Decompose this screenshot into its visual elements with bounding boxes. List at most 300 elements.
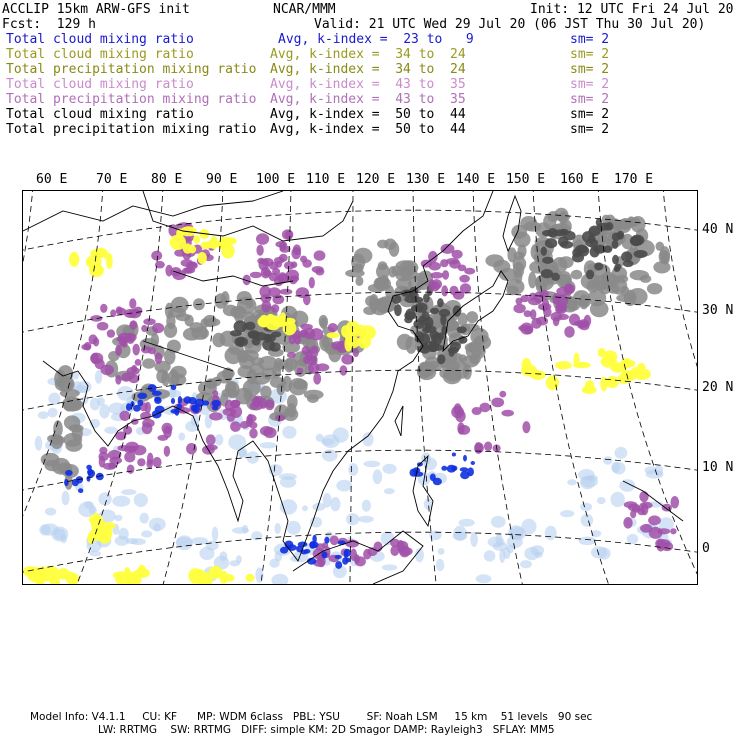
purple-precip	[484, 442, 492, 452]
dark-cloud	[245, 322, 256, 331]
gray-cloud	[287, 395, 298, 410]
gray-cloud	[466, 311, 478, 323]
purple-precip	[350, 549, 357, 561]
blue-cloud	[463, 455, 467, 462]
legend-sm-3: sm= 2	[570, 77, 610, 92]
lon-label-11: 170 E	[614, 172, 654, 187]
purple-precip	[446, 258, 459, 264]
gray-cloud	[165, 303, 174, 319]
blue-cloud	[335, 561, 342, 569]
blue-cloud	[345, 558, 350, 563]
light-blue-cloud	[322, 449, 338, 461]
purple-precip	[253, 396, 263, 405]
forecast-map	[22, 190, 698, 585]
purple-precip	[141, 325, 147, 332]
purple-precip	[209, 412, 222, 420]
light-blue-cloud	[282, 426, 296, 439]
purple-precip	[328, 323, 338, 332]
purple-precip	[100, 365, 114, 376]
purple-precip	[108, 450, 122, 460]
purple-precip	[279, 254, 288, 262]
blue-cloud	[433, 478, 442, 486]
light-blue-cloud	[104, 427, 118, 434]
yellow-cloud	[598, 348, 606, 357]
purple-precip	[127, 465, 135, 474]
purple-precip	[390, 545, 399, 556]
purple-precip	[578, 319, 589, 328]
gray-cloud	[647, 283, 662, 294]
dark-cloud	[563, 231, 575, 241]
purple-precip	[230, 421, 241, 432]
purple-precip	[152, 323, 164, 333]
light-blue-cloud	[499, 549, 505, 563]
gray-cloud	[375, 301, 394, 313]
gray-cloud	[420, 361, 435, 377]
valid-time: Valid: 21 UTC Wed 29 Jul 20 (06 JST Thu 30 Jul 20)	[314, 17, 706, 32]
purple-precip	[458, 425, 470, 435]
gray-cloud	[260, 386, 271, 399]
purple-precip	[256, 245, 263, 256]
purple-precip	[107, 329, 115, 337]
purple-precip	[289, 334, 297, 344]
purple-precip	[99, 447, 107, 455]
dark-cloud	[438, 333, 445, 341]
yellow-cloud	[585, 380, 595, 393]
purple-precip	[275, 415, 285, 422]
light-blue-cloud	[421, 452, 431, 465]
light-blue-cloud	[62, 491, 70, 506]
dark-cloud	[404, 311, 416, 320]
coastline	[23, 191, 283, 231]
light-blue-cloud	[35, 436, 43, 451]
light-blue-cloud	[476, 574, 492, 583]
blue-cloud	[212, 406, 218, 411]
dark-cloud	[614, 266, 621, 272]
blue-cloud	[460, 467, 469, 472]
yellow-cloud	[170, 235, 186, 250]
light-blue-cloud	[336, 480, 352, 492]
gray-cloud	[656, 242, 665, 251]
gray-cloud	[307, 394, 319, 403]
light-blue-cloud	[646, 470, 664, 479]
blue-cloud	[212, 400, 221, 407]
light-blue-cloud	[612, 462, 625, 475]
footer-physics-info: LW: RRTMG SW: RRTMG DIFF: simple KM: 2D Smagor DAMP: Rayleigh3 SFLAY: MM5	[98, 724, 555, 736]
yellow-cloud	[555, 361, 572, 369]
light-blue-cloud	[149, 518, 166, 531]
purple-precip	[100, 304, 107, 313]
dark-cloud	[605, 222, 613, 231]
gray-cloud	[588, 289, 606, 306]
purple-precip	[640, 502, 653, 509]
dark-cloud	[437, 298, 444, 307]
light-blue-cloud	[491, 516, 506, 528]
light-blue-cloud	[358, 516, 374, 523]
legend-name-1: Total cloud mixing ratio	[6, 47, 194, 62]
blue-cloud	[335, 555, 342, 559]
lat-label-0: 40 N	[702, 222, 734, 237]
purple-precip	[536, 317, 548, 326]
purple-precip	[522, 421, 530, 433]
dark-cloud	[575, 245, 588, 254]
dark-cloud	[541, 269, 553, 278]
gray-cloud	[653, 261, 670, 273]
purple-precip	[330, 535, 339, 545]
purple-precip	[116, 336, 130, 342]
purple-precip	[312, 266, 324, 273]
dark-cloud	[431, 334, 438, 342]
purple-precip	[558, 314, 569, 320]
light-blue-cloud	[121, 489, 136, 495]
dark-cloud	[248, 331, 258, 339]
dark-cloud	[430, 308, 439, 314]
light-blue-cloud	[238, 447, 247, 457]
lon-label-0: 60 E	[36, 172, 68, 187]
lon-label-7: 130 E	[406, 172, 446, 187]
purple-precip	[265, 400, 275, 411]
yellow-cloud	[257, 317, 270, 328]
yellow-cloud	[198, 252, 207, 264]
dark-cloud	[634, 250, 648, 258]
purple-precip	[458, 265, 467, 272]
light-blue-cloud	[60, 535, 67, 544]
yellow-cloud	[284, 318, 296, 325]
gray-cloud	[55, 377, 73, 392]
purple-precip	[186, 262, 198, 270]
yellow-cloud	[245, 574, 254, 582]
light-blue-cloud	[459, 519, 475, 527]
light-blue-cloud	[384, 488, 395, 494]
yellow-cloud	[134, 568, 150, 578]
light-blue-cloud	[232, 527, 249, 534]
gray-cloud	[616, 294, 634, 302]
light-blue-cloud	[287, 521, 301, 535]
yellow-cloud	[106, 254, 113, 269]
blue-cloud	[148, 384, 157, 392]
purple-precip	[291, 247, 301, 259]
blue-cloud	[126, 403, 132, 411]
light-blue-cloud	[545, 526, 557, 540]
lat-label-4: 0	[702, 541, 710, 556]
gray-cloud	[528, 272, 536, 289]
purple-precip	[133, 344, 140, 356]
light-blue-cloud	[579, 537, 596, 546]
yellow-cloud	[347, 336, 360, 348]
blue-cloud	[467, 467, 474, 476]
gray-cloud	[493, 260, 510, 273]
dark-cloud	[437, 354, 445, 364]
purple-precip	[302, 346, 311, 355]
purple-precip	[164, 446, 170, 457]
purple-precip	[147, 453, 153, 465]
gray-cloud	[514, 270, 522, 284]
gray-cloud	[363, 306, 376, 315]
light-blue-cloud	[580, 503, 592, 511]
dark-cloud	[621, 251, 632, 262]
purple-precip	[459, 275, 470, 283]
purple-precip	[279, 289, 292, 295]
meridian-line	[23, 191, 33, 584]
gray-cloud	[354, 248, 372, 264]
gray-cloud	[389, 242, 399, 257]
purple-precip	[499, 391, 506, 398]
dark-cloud	[631, 235, 645, 246]
gray-cloud	[277, 359, 288, 369]
dark-cloud	[458, 336, 467, 344]
gray-cloud	[176, 313, 191, 321]
light-blue-cloud	[567, 479, 577, 485]
legend-stat-2: Avg, k-index = 34 to 24	[270, 62, 466, 77]
purple-precip	[671, 496, 680, 508]
dark-cloud	[422, 311, 430, 322]
lon-label-10: 160 E	[560, 172, 600, 187]
dark-cloud	[545, 238, 557, 248]
gray-cloud	[365, 296, 377, 307]
purple-precip	[639, 491, 648, 502]
gray-cloud	[396, 260, 414, 270]
light-blue-cloud	[611, 492, 625, 507]
purple-precip	[151, 251, 162, 261]
light-blue-cloud	[627, 534, 638, 544]
blue-cloud	[191, 405, 197, 412]
yellow-cloud	[530, 370, 546, 379]
purple-precip	[261, 267, 271, 279]
purple-precip	[155, 353, 163, 364]
yellow-cloud	[69, 252, 79, 267]
yellow-cloud	[95, 248, 108, 258]
light-blue-cloud	[280, 476, 296, 487]
light-blue-cloud	[118, 528, 128, 540]
gray-cloud	[506, 286, 518, 296]
gray-cloud	[630, 270, 649, 280]
dark-cloud	[411, 305, 424, 312]
legend-name-6: Total precipitation mixing ratio	[6, 122, 257, 137]
purple-precip	[90, 315, 102, 322]
legend-sm-6: sm= 2	[570, 122, 610, 137]
light-blue-cloud	[484, 550, 496, 561]
light-blue-cloud	[310, 517, 322, 528]
purple-precip	[121, 373, 131, 382]
purple-precip	[108, 463, 116, 469]
purple-precip	[501, 410, 514, 417]
light-blue-cloud	[275, 523, 281, 534]
purple-precip	[131, 365, 137, 373]
dark-cloud	[594, 262, 603, 270]
dark-cloud	[612, 240, 619, 249]
light-blue-cloud	[280, 499, 297, 514]
lon-label-2: 80 E	[151, 172, 183, 187]
gray-cloud	[205, 378, 217, 389]
blue-cloud	[171, 398, 175, 404]
light-blue-cloud	[348, 463, 358, 476]
dark-cloud	[439, 309, 450, 317]
light-blue-cloud	[330, 497, 340, 511]
purple-precip	[274, 276, 283, 287]
purple-precip	[249, 428, 257, 438]
lat-label-2: 20 N	[702, 380, 734, 395]
yellow-cloud	[93, 513, 100, 520]
light-blue-cloud	[212, 527, 218, 542]
purple-precip	[165, 265, 172, 277]
purple-precip	[271, 304, 279, 313]
gray-cloud	[226, 381, 240, 398]
legend-sm-5: sm= 2	[570, 107, 610, 122]
purple-precip	[309, 277, 315, 288]
yellow-cloud	[348, 329, 364, 337]
dark-cloud	[262, 339, 275, 350]
dark-cloud	[542, 230, 554, 236]
yellow-cloud	[546, 376, 559, 390]
light-blue-cloud	[38, 411, 49, 419]
gray-cloud	[571, 270, 582, 280]
purple-precip	[263, 427, 276, 438]
legend-stat-5: Avg, k-index = 50 to 44	[270, 107, 466, 122]
light-blue-cloud	[112, 496, 130, 507]
purple-precip	[310, 328, 323, 340]
light-blue-cloud	[346, 513, 359, 525]
legend-sm-4: sm= 2	[570, 92, 610, 107]
blue-cloud	[154, 397, 161, 402]
purple-precip	[302, 259, 312, 268]
purple-precip	[285, 231, 293, 240]
purple-precip	[453, 291, 464, 300]
light-blue-cloud	[126, 538, 138, 544]
dark-cloud	[560, 241, 573, 249]
purple-precip	[91, 353, 99, 364]
light-blue-cloud	[535, 552, 543, 558]
dark-cloud	[394, 304, 402, 316]
purple-precip	[272, 295, 284, 305]
title-left: ACCLIP 15km ARW-GFS init	[2, 2, 190, 17]
meridian-line	[413, 191, 437, 584]
light-blue-cloud	[493, 542, 508, 551]
yellow-cloud	[225, 237, 237, 245]
lon-label-9: 150 E	[506, 172, 546, 187]
purple-precip	[640, 524, 652, 533]
purple-precip	[314, 250, 326, 260]
purple-precip	[454, 403, 462, 415]
light-blue-cloud	[134, 493, 148, 507]
light-blue-cloud	[382, 464, 396, 474]
purple-precip	[142, 419, 155, 428]
lon-label-5: 110 E	[306, 172, 346, 187]
purple-precip	[313, 373, 321, 385]
purple-precip	[316, 363, 330, 371]
gray-cloud	[319, 315, 328, 328]
dark-cloud	[230, 330, 242, 336]
legend-stat-0: Avg, k-index = 23 to 9	[278, 32, 474, 47]
light-blue-cloud	[260, 442, 277, 448]
legend-sm-2: sm= 2	[570, 62, 610, 77]
purple-precip	[129, 320, 137, 329]
legend-sm-1: sm= 2	[570, 47, 610, 62]
purple-precip	[430, 272, 443, 279]
blue-cloud	[451, 466, 457, 471]
purple-precip	[516, 298, 523, 305]
dark-cloud	[457, 326, 467, 333]
light-blue-cloud	[373, 469, 383, 484]
purple-precip	[206, 434, 216, 445]
purple-precip	[225, 400, 234, 412]
purple-precip	[441, 285, 448, 296]
light-blue-cloud	[199, 547, 214, 560]
light-blue-cloud	[597, 497, 606, 504]
yellow-cloud	[102, 526, 112, 539]
gray-cloud	[557, 213, 570, 221]
blue-cloud	[65, 470, 73, 476]
purple-precip	[129, 298, 136, 309]
light-blue-cloud	[363, 461, 380, 468]
gray-cloud	[221, 291, 230, 306]
dark-cloud	[415, 336, 424, 342]
purple-precip	[555, 307, 566, 314]
light-blue-cloud	[89, 551, 101, 557]
blue-cloud	[344, 549, 351, 557]
legend-stat-1: Avg, k-index = 34 to 24	[270, 47, 466, 62]
purple-precip	[125, 442, 138, 452]
purple-precip	[311, 356, 318, 362]
purple-precip	[530, 309, 536, 319]
gray-cloud	[469, 354, 481, 365]
light-blue-cloud	[215, 434, 224, 445]
legend-stat-6: Avg, k-index = 50 to 44	[270, 122, 466, 137]
light-blue-cloud	[321, 438, 334, 445]
lat-label-3: 10 N	[702, 460, 734, 475]
lat-label-1: 30 N	[702, 303, 734, 318]
purple-precip	[162, 423, 173, 434]
legend-name-0: Total cloud mixing ratio	[6, 32, 194, 47]
purple-precip	[520, 323, 533, 335]
gray-cloud	[251, 373, 271, 385]
gray-cloud	[243, 390, 252, 401]
light-blue-cloud	[520, 560, 532, 568]
purple-precip	[556, 295, 568, 307]
legend-stat-3: Avg, k-index = 43 to 35	[270, 77, 466, 92]
blue-cloud	[178, 396, 182, 404]
lon-label-8: 140 E	[456, 172, 496, 187]
legend-name-3: Total cloud mixing ratio	[6, 77, 194, 92]
yellow-cloud	[327, 332, 340, 338]
blue-cloud	[322, 551, 328, 558]
purple-precip	[291, 261, 297, 268]
purple-precip	[286, 270, 299, 281]
purple-precip	[97, 322, 109, 331]
light-blue-cloud	[560, 510, 574, 517]
forecast-hour: Fcst: 129 h	[2, 17, 96, 32]
dark-cloud	[271, 331, 281, 337]
yellow-cloud	[222, 244, 235, 259]
coastline	[395, 406, 403, 436]
purple-precip	[475, 443, 484, 454]
title-center: NCAR/MMM	[273, 2, 336, 17]
gray-cloud	[470, 328, 488, 345]
map-canvas	[23, 191, 697, 584]
yellow-cloud	[610, 362, 626, 373]
init-time: Init: 12 UTC Fri 24 Jul 20	[530, 2, 734, 17]
purple-precip	[441, 244, 455, 254]
light-blue-cloud	[438, 548, 445, 555]
blue-cloud	[87, 468, 93, 475]
gray-cloud	[156, 369, 168, 383]
purple-precip	[300, 324, 313, 330]
light-blue-cloud	[470, 532, 478, 547]
gray-cloud	[65, 439, 82, 451]
purple-precip	[137, 458, 145, 466]
lon-label-6: 120 E	[356, 172, 396, 187]
gray-cloud	[168, 369, 180, 387]
light-blue-cloud	[178, 433, 185, 441]
purple-precip	[256, 233, 269, 245]
